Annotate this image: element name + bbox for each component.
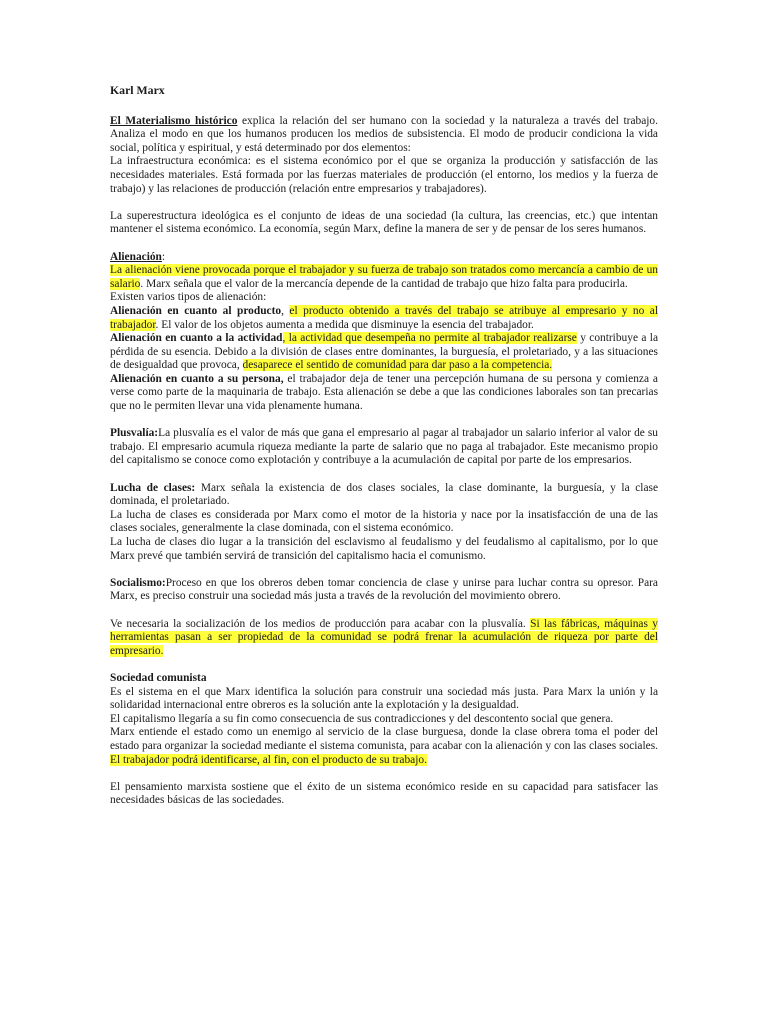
comunista-heading-line: [110, 672, 658, 686]
alienacion-actividad-paragraph: [110, 332, 658, 373]
socialismo-paragraph: [110, 577, 658, 604]
alienacion-colon: :: [161, 250, 166, 263]
socialismo-heading: Socialismo:: [110, 576, 166, 589]
alienacion-producto-text: . El valor de los objetos aumenta a medida que disminuye la esencia del trabajador.: [155, 318, 534, 331]
socialismo-text: Proceso en que los obreros deben tomar conciencia de clase y unirse para luchar contra su opresor. Para Marx, es preciso construir una sociedad más justa a través de la revolución del movimiento obrero.: [110, 576, 658, 603]
alienacion-heading: Alienación: [110, 250, 162, 263]
alienacion-persona-heading: Alienación en cuanto a su persona,: [110, 372, 284, 385]
alienacion-persona-paragraph: [110, 373, 658, 414]
pensamiento-paragraph: El pensamiento marxista sostiene que el éxito de un sistema económico reside en su capacidad para satisfacer las necesidades básicas de las sociedades.: [110, 780, 658, 807]
lucha-paragraph-2: La lucha de clases es considerada por Marx como el motor de la historia y nace por la insatisfacción de una de las clases sociales, generalmente la clase dominada, con el sistema económico.: [110, 508, 658, 535]
alienacion-heading-line: [110, 251, 658, 265]
comunista-heading: Sociedad comunista: [110, 671, 207, 684]
socializacion-highlight: Si las fábricas, máquinas y herramientas pasan a ser propiedad de la comunidad se podrá frenar la acumulación de riqueza por parte del empresario.: [110, 617, 658, 657]
infraestructura-paragraph: La infraestructura económica: es el sistema económico por el que se organiza la producción y satisfacción de las necesidades materiales. Está formada por las fuerzas materiales de producción (el entorno, los medios y la fuerza de trabajo) y las relaciones de producción (relación entre empresarios y trabajadores).: [110, 155, 658, 195]
alienacion-actividad-highlight-2: desaparece el sentido de comunidad para dar paso a la competencia.: [242, 359, 553, 372]
plusvalia-text: La plusvalía es el valor de más que gana el empresario al pagar al trabajador un salario inferior al valor de su trabajo. El empresario acumula riqueza mediante la parte de salario que no paga al trabajador. Este mecanismo propio del capitalismo se conoce como explotación y contribuye a la acumulación de capital por parte de los empresarios.: [110, 427, 658, 467]
lucha-paragraph-3: La lucha de clases dio lugar a la transición del esclavismo al feudalismo y del feudalismo al capitalismo, por lo que Marx prevé que también servirá de transición del capitalismo hacia el comunismo.: [110, 536, 658, 562]
comunista-paragraph-2: El capitalismo llegaría a su fin como consecuencia de sus contradicciones y del descontento social que genera.: [110, 712, 614, 725]
lucha-text: Marx señala la existencia de dos clases sociales, la clase dominante, la burguesía, y la clase dominada, el proletariado.: [110, 481, 658, 508]
alienacion-producto-heading: Alienación en cuanto al producto: [110, 304, 282, 317]
alienacion-text: . Marx señala que el valor de la mercancía depende de la cantidad de trabajo que hizo falta para producirla.: [140, 277, 628, 290]
superestructura-paragraph: La superestructura ideológica es el conjunto de ideas de una sociedad (la cultura, las creencias, etc.) que intentan mantener el sistema económico. La economía, según Marx, define la manera de ser y de pensar de los seres humanos.: [110, 209, 658, 236]
plusvalia-heading: Plusvalía:: [110, 427, 159, 440]
alienacion-actividad-heading: Alienación en cuanto a la actividad: [110, 332, 283, 345]
lucha-heading: Lucha de clases:: [110, 481, 196, 494]
alienacion-tipos: Existen varios tipos de alienación:: [110, 291, 267, 304]
alienacion-actividad-text: y contribuye a la pérdida de su esencia. Debido a la división de clases entre dominantes, la burguesía, el proletariado, y a las situaciones de desigualdad que provoca,: [110, 332, 658, 372]
comunista-paragraph-1: Es el sistema en el que Marx identifica la solución para construir una sociedad más justa. Para Marx la unión y la solidaridad internacional entre obreros es la solución ante la explotación y la desigualdad.: [110, 685, 658, 712]
materialismo-heading: El Materialismo histórico: [110, 114, 238, 127]
socializacion-paragraph: [110, 618, 658, 659]
comunista-paragraph-3: [110, 726, 658, 767]
document-title: Karl Marx: [110, 83, 165, 97]
alienacion-producto-highlight: el producto obtenido a través del trabajo se atribuye al empresario y no al trabajador: [110, 304, 658, 331]
alienacion-producto-sep: ,: [281, 304, 290, 317]
materialismo-paragraph: [110, 115, 658, 156]
alienacion-paragraph: [110, 264, 658, 291]
alienacion-persona-text: el trabajador deja de tener una percepción humana de su persona y comienza a verse como parte de la maquinaria de trabajo. Esta alienación se debe a que las condiciones laborales son tan precarias que no le permiten llevar una vida plenamente humana.: [110, 372, 658, 413]
alienacion-producto-paragraph: [110, 305, 658, 332]
socializacion-text: Ve necesaria la socialización de los medios de producción para acabar con la plusvalía.: [110, 617, 531, 630]
comunista-text-3: Marx entiende el estado como un enemigo al servicio de la clase burguesa, donde la clase obrera toma el poder del estado para organizar la sociedad mediante el sistema comunista, para acabar con la alienación y con las clases sociales.: [110, 726, 658, 752]
materialismo-text: explica la relación del ser humano con la sociedad y la naturaleza a través del trabajo. Analiza el modo en que los humanos producen los medios de subsistencia. El modo de producir condiciona la vida social, política y espiritual, y está determinado por dos elementos:: [110, 114, 658, 154]
lucha-paragraph: [110, 482, 658, 509]
comunista-highlight: El trabajador podrá identificarse, al fin, con el producto de su trabajo.: [110, 753, 427, 766]
alienacion-highlight: La alienación viene provocada porque el trabajador y su fuerza de trabajo son tratados como mercancía a cambio de un salario: [110, 264, 658, 290]
plusvalia-paragraph: [110, 427, 658, 468]
alienacion-actividad-highlight: , la actividad que desempeña no permite al trabajador realizarse: [282, 332, 577, 345]
